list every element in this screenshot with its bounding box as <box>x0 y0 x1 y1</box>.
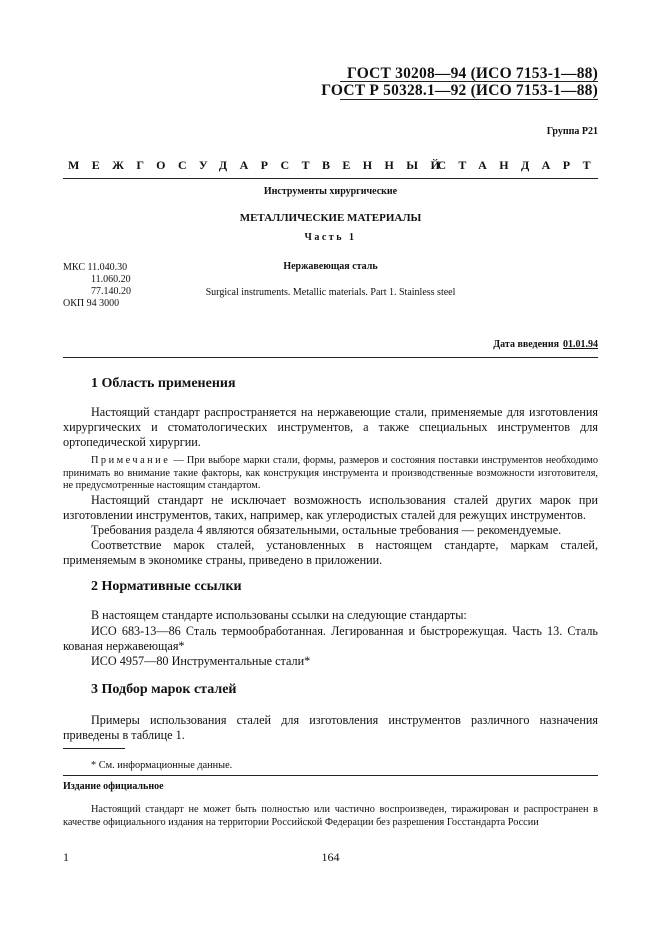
standard-label: СТАНДАРТ <box>437 158 603 172</box>
mks-code-3: 77.140.20 <box>91 286 131 297</box>
sheet-number: 164 <box>321 850 340 864</box>
footer-divider <box>63 775 598 776</box>
edition-label: Издание официальное <box>63 781 164 792</box>
section-2-reference-2: ИСО 4957—80 Инструментальные стали* <box>91 654 311 668</box>
document-subject: Инструменты хирургические <box>263 186 398 197</box>
introduction-date <box>493 339 598 350</box>
title-divider <box>63 178 598 179</box>
section-1-paragraph-2: Настоящий стандарт не исключает возможность использования сталей других марок при изготовлении инструментов, таких, например, как углеродистых сталей для режущих инструментов. <box>63 493 598 522</box>
group-label: Группа Р21 <box>546 126 598 137</box>
page-number: 1 <box>63 850 69 864</box>
section-1-paragraph-1: Настоящий стандарт распространяется на нержавеющие стали, применяемые для изготовления хирургических и стоматологических инструментов, а также специальных инструментов для ортопедической хирургии. <box>63 405 598 449</box>
footnote: * См. информационные данные. <box>91 760 233 771</box>
document-part: Часть 1 <box>304 232 357 243</box>
legal-notice: Настоящий стандарт не может быть полностью или частично воспроизведен, тиражирован и распространен в качестве официального издания на территории Российской Федерации без разрешения Госстандарта России <box>63 804 598 828</box>
document-title: МЕТАЛЛИЧЕСКИЕ МАТЕРИАЛЫ <box>239 212 422 224</box>
document-subtitle: Нержавеющая сталь <box>283 261 378 272</box>
introduction-date-value: 01.01.94 <box>563 339 598 350</box>
header-underline <box>340 99 598 100</box>
note-label: Примечание <box>91 455 171 466</box>
section-1-paragraph-3: Требования раздела 4 являются обязательными, остальные требования — рекомендуемые. <box>91 523 562 537</box>
section-1-heading: 1 Область применения <box>91 376 236 391</box>
english-title: Surgical instruments. Metallic materials. Part 1. Stainless steel <box>205 287 456 298</box>
mks-code-2: 11.060.20 <box>91 274 131 285</box>
standard-number-primary: ГОСТ 30208—94 (ИСО 7153-1—88) <box>347 65 598 82</box>
section-1-paragraph-4: Соответствие марок сталей, установленных в настоящем стандарте, маркам сталей, применяемым в экономике страны, приведено в приложении. <box>63 538 598 567</box>
okp-code: ОКП 94 3000 <box>63 298 120 309</box>
section-2-heading: 2 Нормативные ссылки <box>91 579 242 594</box>
standard-number-secondary: ГОСТ Р 50328.1—92 (ИСО 7153-1—88) <box>321 82 598 99</box>
note-text: — При выборе марки стали, формы, размеров и состояния поставки инструментов необходимо принимать во внимание такие факторы, как конструкция инструмента и производственные возможности изготовителя, не предусмотренные настоящим стандартом. <box>63 455 598 491</box>
header-divider <box>340 81 598 82</box>
section-3-heading: 3 Подбор марок сталей <box>91 682 237 697</box>
footnote-rule <box>63 748 125 749</box>
section-2-paragraph-1: В настоящем стандарте использованы ссылки на следующие стандарты: <box>91 608 467 622</box>
introduction-date-label: Дата введения <box>493 339 559 350</box>
body-divider <box>63 357 598 358</box>
section-2-reference-1: ИСО 683-13—86 Сталь термообработанная. Легированная и быстрорежущая. Часть 13. Сталь кованая нержавеющая* <box>63 624 598 653</box>
section-3-paragraph-1: Примеры использования сталей для изготовления инструментов различного назначения приведены в таблице 1. <box>63 713 598 742</box>
mks-code: МКС 11.040.30 <box>63 262 128 273</box>
section-1-note <box>63 455 598 493</box>
interstate-label: МЕЖГОСУДАРСТВЕННЫЙ <box>68 158 453 172</box>
